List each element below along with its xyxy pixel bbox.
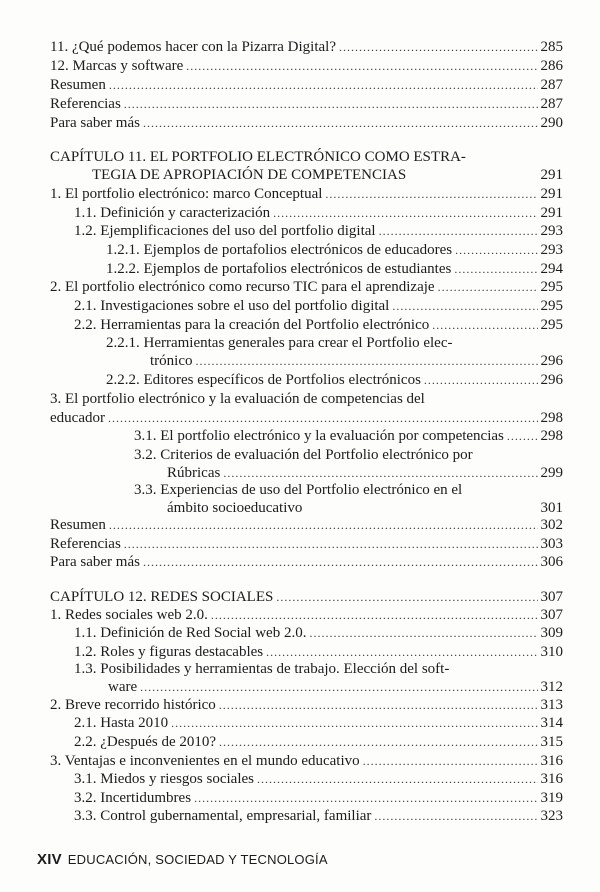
toc-entry <box>50 553 563 571</box>
dot-leader <box>186 57 537 75</box>
toc-entry <box>50 752 563 770</box>
entry-title: 2. Breve recorrido histórico <box>50 697 216 713</box>
entry-page: 293 <box>540 242 563 258</box>
dot-leader <box>171 714 537 732</box>
toc-entry <box>134 427 563 445</box>
entry-title-cont: educador <box>50 410 105 426</box>
entry-page: 294 <box>540 261 563 277</box>
entry-page: 290 <box>540 115 563 131</box>
entry-title: 3.2. Incertidumbres <box>74 790 192 806</box>
toc-entry <box>106 260 563 278</box>
entry-page: 316 <box>540 771 563 787</box>
dot-leader <box>266 643 537 661</box>
entry-title: 2.1. Investigaciones sobre el uso del portfolio digital <box>74 298 390 314</box>
entry-page: 319 <box>540 790 563 806</box>
dot-leader <box>339 38 538 56</box>
dot-leader <box>124 535 538 553</box>
entry-page: 295 <box>540 279 563 295</box>
dot-leader <box>109 76 538 94</box>
entry-title: Resumen <box>50 77 106 93</box>
dot-leader <box>219 696 538 714</box>
entry-page: 298 <box>540 410 563 426</box>
toc-entry-continuation <box>150 352 563 370</box>
chapter-11-title-line1: CAPÍTULO 11. EL PORTFOLIO ELECTRÓNICO COMO ESTRA- <box>50 149 466 165</box>
entry-title: 3. El portfolio electrónico y la evaluación de competencias del <box>50 391 425 407</box>
dot-leader <box>194 789 537 807</box>
toc-entry <box>106 241 563 259</box>
toc-entry <box>50 57 563 75</box>
entry-page: 309 <box>540 625 563 641</box>
toc-entry <box>74 297 563 315</box>
toc-entry-wrapped <box>74 660 449 678</box>
dot-leader <box>143 114 538 132</box>
dot-leader <box>454 260 537 278</box>
dot-leader <box>211 606 538 624</box>
entry-page: 298 <box>540 428 563 444</box>
entry-title: 1.2.1. Ejemplos de portafolios electrónicos de educadores <box>106 242 453 258</box>
entry-page: 296 <box>540 372 563 388</box>
entry-page: 285 <box>540 39 563 55</box>
toc-entry <box>74 624 563 642</box>
entry-title: Resumen <box>50 517 106 533</box>
entry-title: 1.1. Definición y caracterización <box>74 205 271 221</box>
entry-title-cont: Rúbricas <box>167 465 221 481</box>
entry-title: 1.1. Definición de Red Social web 2.0. <box>74 625 307 641</box>
dot-leader <box>309 624 537 642</box>
dot-leader <box>392 297 537 315</box>
entry-title: 2.2.1. Herramientas generales para crear el Portfolio elec- <box>106 335 453 351</box>
dot-leader <box>507 427 538 445</box>
entry-title: Para saber más <box>50 554 140 570</box>
entry-page: 296 <box>540 353 563 369</box>
entry-title: 1.2. Ejemplificaciones del uso del portfolio digital <box>74 223 376 239</box>
entry-page: 287 <box>540 77 563 93</box>
dot-leader <box>438 278 538 296</box>
dot-leader <box>109 516 538 534</box>
dot-leader <box>108 409 538 427</box>
toc-entry <box>50 278 563 296</box>
chapter-11-title-line2 <box>92 166 563 184</box>
entry-title: 1.3. Posibilidades y herramientas de trabajo. Elección del soft- <box>74 661 450 677</box>
toc-entry <box>50 185 563 203</box>
entry-page: 312 <box>540 679 563 695</box>
toc-entry <box>50 606 563 624</box>
toc-entry <box>50 114 563 132</box>
entry-page: 302 <box>540 517 563 533</box>
entry-page: 287 <box>540 96 563 112</box>
toc-entry <box>74 770 563 788</box>
entry-title: 2.2.2. Editores específicos de Portfolios electrónicos <box>106 372 421 388</box>
dot-leader <box>432 316 537 334</box>
entry-page: 295 <box>540 317 563 333</box>
entry-page: 291 <box>540 186 563 202</box>
toc-entry <box>74 204 563 222</box>
entry-page: 303 <box>540 536 563 552</box>
entry-title: Para saber más <box>50 115 140 131</box>
entry-page: 301 <box>540 500 563 516</box>
dot-leader <box>257 770 538 788</box>
entry-title: 11. ¿Qué podemos hacer con la Pizarra Digital? <box>50 39 336 55</box>
entry-page: 295 <box>540 298 563 314</box>
page-footer <box>37 851 328 868</box>
toc-entry <box>50 76 563 94</box>
entry-title: 3.1. Miedos y riesgos sociales <box>74 771 254 787</box>
toc-entry <box>74 733 563 751</box>
entry-title: 1. Redes sociales web 2.0. <box>50 607 208 623</box>
dot-leader <box>379 222 538 240</box>
entry-title: 2.2. Herramientas para la creación del Portfolio electrónico <box>74 317 430 333</box>
page-number: XIV <box>37 851 62 868</box>
entry-title: 1. El portfolio electrónico: marco Conceptual <box>50 186 323 202</box>
toc-entry <box>50 95 563 113</box>
toc-entry <box>74 789 563 807</box>
entry-page: 307 <box>540 607 563 623</box>
toc-entry <box>50 516 563 534</box>
toc-entry <box>50 38 563 56</box>
entry-page: 314 <box>540 715 563 731</box>
entry-title: 2. El portfolio electrónico como recurso TIC para el aprendizaje <box>50 279 435 295</box>
entry-title: 3.2. Criterios de evaluación del Portfolio electrónico por <box>134 447 473 463</box>
toc-entry-continuation <box>167 499 563 517</box>
entry-page: 310 <box>540 644 563 660</box>
entry-page: 286 <box>540 58 563 74</box>
chapter-title: CAPÍTULO 12. REDES SOCIALES <box>50 589 274 605</box>
toc-entry <box>74 316 563 334</box>
toc-entry-continuation <box>167 464 563 482</box>
entry-title: 3. Ventajas e inconvenientes en el mundo educativo <box>50 753 360 769</box>
dot-leader <box>276 588 537 606</box>
entry-page: 315 <box>540 734 563 750</box>
entry-page: 291 <box>540 205 563 221</box>
dot-leader <box>374 807 537 825</box>
entry-title: Referencias <box>50 536 121 552</box>
dot-leader <box>325 185 537 203</box>
dot-leader <box>140 678 537 696</box>
dot-leader <box>363 752 538 770</box>
toc-entry-wrapped <box>134 481 462 499</box>
dot-leader <box>455 241 537 259</box>
entry-page: 299 <box>540 465 563 481</box>
dot-leader <box>124 95 538 113</box>
entry-title-cont: ware <box>108 679 138 695</box>
dot-leader <box>196 352 538 370</box>
entry-page: 323 <box>540 808 563 824</box>
entry-title: Referencias <box>50 96 121 112</box>
toc-entry <box>50 535 563 553</box>
entry-title: 1.2. Roles y figuras destacables <box>74 644 264 660</box>
entry-title: 3.1. El portfolio electrónico y la evaluación por competencias <box>134 428 504 444</box>
dot-leader <box>424 371 538 389</box>
book-title: EDUCACIÓN, SOCIEDAD Y TECNOLOGÍA <box>67 852 328 867</box>
entry-title: 2.2. ¿Después de 2010? <box>74 734 217 750</box>
chapter-title: TEGIA DE APROPIACIÓN DE COMPETENCIAS <box>92 167 407 183</box>
toc-entry <box>50 696 563 714</box>
dot-leader <box>223 464 537 482</box>
toc-entry-continuation <box>50 409 563 427</box>
toc-entry-wrapped <box>50 390 425 408</box>
toc-entry <box>106 371 563 389</box>
dot-leader <box>143 553 538 571</box>
entry-title-cont: ámbito socioeducativo <box>167 500 303 516</box>
entry-title: 1.2.2. Ejemplos de portafolios electrónicos de estudiantes <box>106 261 452 277</box>
entry-page: 293 <box>540 223 563 239</box>
entry-page: 316 <box>540 753 563 769</box>
dot-leader <box>273 204 537 222</box>
toc-entry <box>74 643 563 661</box>
entry-page: 306 <box>540 554 563 570</box>
toc-entry-wrapped <box>134 446 473 464</box>
entry-title: 12. Marcas y software <box>50 58 184 74</box>
toc-entry-wrapped <box>106 334 518 352</box>
dot-leader <box>219 733 537 751</box>
toc-entry <box>74 222 563 240</box>
toc-entry <box>74 807 563 825</box>
chapter-page: 291 <box>540 167 563 183</box>
chapter-12-title <box>50 588 563 606</box>
chapter-page: 307 <box>540 589 563 605</box>
entry-title: 3.3. Experiencias de uso del Portfolio electrónico en el <box>134 482 463 498</box>
entry-title: 2.1. Hasta 2010 <box>74 715 169 731</box>
entry-title: 3.3. Control gubernamental, empresarial, familiar <box>74 808 372 824</box>
toc-entry <box>74 714 563 732</box>
entry-page: 313 <box>540 697 563 713</box>
entry-title-cont: trónico <box>150 353 193 369</box>
toc-entry-continuation <box>108 678 563 696</box>
